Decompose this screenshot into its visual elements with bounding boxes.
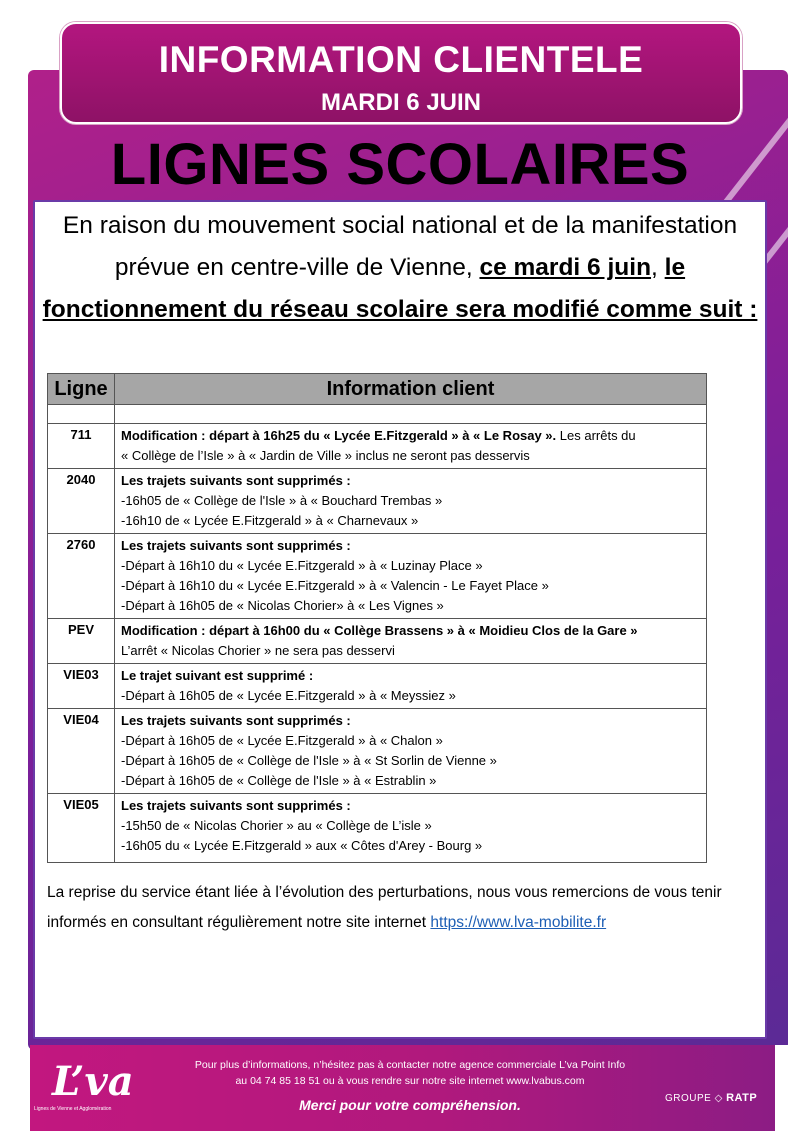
- line-info: [115, 424, 707, 469]
- table-row: [48, 534, 707, 619]
- line-code: PEV: [48, 619, 115, 664]
- info-lead: Les trajets suivants sont supprimés :: [121, 713, 351, 728]
- info-lead-rest: Les arrêts du: [556, 428, 636, 443]
- line-code: 2040: [48, 469, 115, 534]
- info-lead: Modification : départ à 16h00 du « Collège Brassens » à « Moidieu Clos de la Gare »: [121, 623, 638, 638]
- intro-date-emphasis: ce mardi 6 juin: [479, 254, 652, 281]
- info-first-line: [121, 796, 700, 816]
- line-info: [115, 709, 707, 794]
- right-strip: [775, 1045, 800, 1131]
- col-header-info: Information client: [115, 374, 707, 405]
- lva-logo: [34, 1056, 144, 1116]
- info-first-line: [121, 711, 700, 731]
- col-header-ligne: Ligne: [48, 374, 115, 405]
- info-table: [47, 373, 707, 863]
- info-first-line: [121, 426, 700, 446]
- info-lead: Le trajet suivant est supprimé :: [121, 668, 314, 683]
- line-info: [115, 664, 707, 709]
- info-line: -16h05 de « Collège de l'Isle » à « Bouchard Trembas »: [121, 493, 443, 508]
- line-code: VIE03: [48, 664, 115, 709]
- line-code: 711: [48, 424, 115, 469]
- info-line: « Collège de l’Isle » à « Jardin de Ville » inclus ne seront pas desservis: [121, 448, 530, 463]
- line-code: 2760: [48, 534, 115, 619]
- line-info: [115, 619, 707, 664]
- info-lead: Les trajets suivants sont supprimés :: [121, 473, 351, 488]
- info-line: -Départ à 16h05 de « Collège de l'Isle » à « Estrablin »: [121, 773, 437, 788]
- info-first-line: [121, 666, 700, 686]
- info-lead: Les trajets suivants sont supprimés :: [121, 538, 351, 553]
- groupe-ratp-logo: [665, 1092, 757, 1104]
- intro-text: En raison du mouvement social national et de la manifestation prévue en centre-ville de Vienne,: [62, 212, 738, 281]
- intro-separator: ,: [651, 254, 665, 281]
- info-line: -Départ à 16h05 de « Lycée E.Fitzgerald » à « Chalon »: [121, 733, 443, 748]
- info-first-line: [121, 471, 700, 491]
- info-lead: Les trajets suivants sont supprimés :: [121, 798, 351, 813]
- table-row: [48, 469, 707, 534]
- bottom-contact: [150, 1057, 670, 1113]
- table-row: [48, 709, 707, 794]
- website-link[interactable]: https://www.lva-mobilite.fr: [430, 914, 607, 931]
- line-info: [115, 469, 707, 534]
- header-banner: [60, 22, 742, 124]
- info-line: L’arrêt « Nicolas Chorier » ne sera pas desservi: [121, 643, 395, 658]
- ratp-icon: ◇: [714, 1093, 723, 1104]
- info-line: -15h50 de « Nicolas Chorier » au « Collège de L’isle »: [121, 818, 432, 833]
- contact-line-2: au 04 74 85 18 51 ou à vous rendre sur notre site internet www.lvabus.com: [235, 1075, 585, 1087]
- contact-line-1: Pour plus d’informations, n’hésitez pas à contacter notre agence commerciale L’va Point Info: [194, 1059, 626, 1071]
- logo-tagline: Lignes de Vienne et Agglomération: [34, 1106, 112, 1112]
- table-row: [48, 664, 707, 709]
- info-line: -Départ à 16h05 de « Lycée E.Fitzgerald » à « Meyssiez »: [121, 688, 456, 703]
- info-lead: Modification : départ à 16h25 du « Lycée E.Fitzgerald » à « Le Rosay ».: [121, 428, 557, 443]
- info-line: -16h10 de « Lycée E.Fitzgerald » à « Charnevaux »: [121, 513, 419, 528]
- groupe-label: GROUPE: [665, 1093, 712, 1104]
- line-code: VIE05: [48, 794, 115, 863]
- info-first-line: [121, 621, 700, 641]
- line-info: [115, 405, 707, 424]
- footer-note: [47, 878, 737, 938]
- table-row: [48, 424, 707, 469]
- info-line: -Départ à 16h05 de « Collège de l'Isle » à « St Sorlin de Vienne »: [121, 753, 497, 768]
- table-row: [48, 794, 707, 863]
- footer-note-text: La reprise du service étant liée à l’évolution des perturbations, nous vous remercions de vous tenir informés en consultant régulièrement notre site internet: [47, 884, 722, 931]
- line-info: [115, 534, 707, 619]
- header-date: MARDI 6 JUIN: [320, 89, 482, 116]
- ratp-label: RATP: [726, 1092, 758, 1104]
- logo-wordmark: L’va: [52, 1058, 134, 1105]
- info-line: -Départ à 16h05 de « Nicolas Chorier» à « Les Vignes »: [121, 598, 444, 613]
- table-row: [48, 619, 707, 664]
- header-title: INFORMATION CLIENTELE: [158, 39, 644, 80]
- line-code: [48, 405, 115, 424]
- thanks-message: Merci pour votre compréhension.: [299, 1097, 521, 1113]
- info-line: -16h05 du « Lycée E.Fitzgerald » aux « Côtes d'Arey - Bourg »: [121, 838, 483, 853]
- intro-paragraph: [40, 205, 760, 331]
- table-row: [48, 405, 707, 424]
- info-line: -Départ à 16h10 du « Lycée E.Fitzgerald » à « Valencin - Le Fayet Place »: [121, 578, 549, 593]
- info-first-line: [121, 536, 700, 556]
- intro-modification-emphasis: le fonctionnement du réseau scolaire sera modifié comme suit :: [42, 254, 758, 323]
- line-code: VIE04: [48, 709, 115, 794]
- main-heading: LIGNES SCOLAIRES: [110, 132, 690, 197]
- line-info: [115, 794, 707, 863]
- info-line: -Départ à 16h10 du « Lycée E.Fitzgerald » à « Luzinay Place »: [121, 558, 483, 573]
